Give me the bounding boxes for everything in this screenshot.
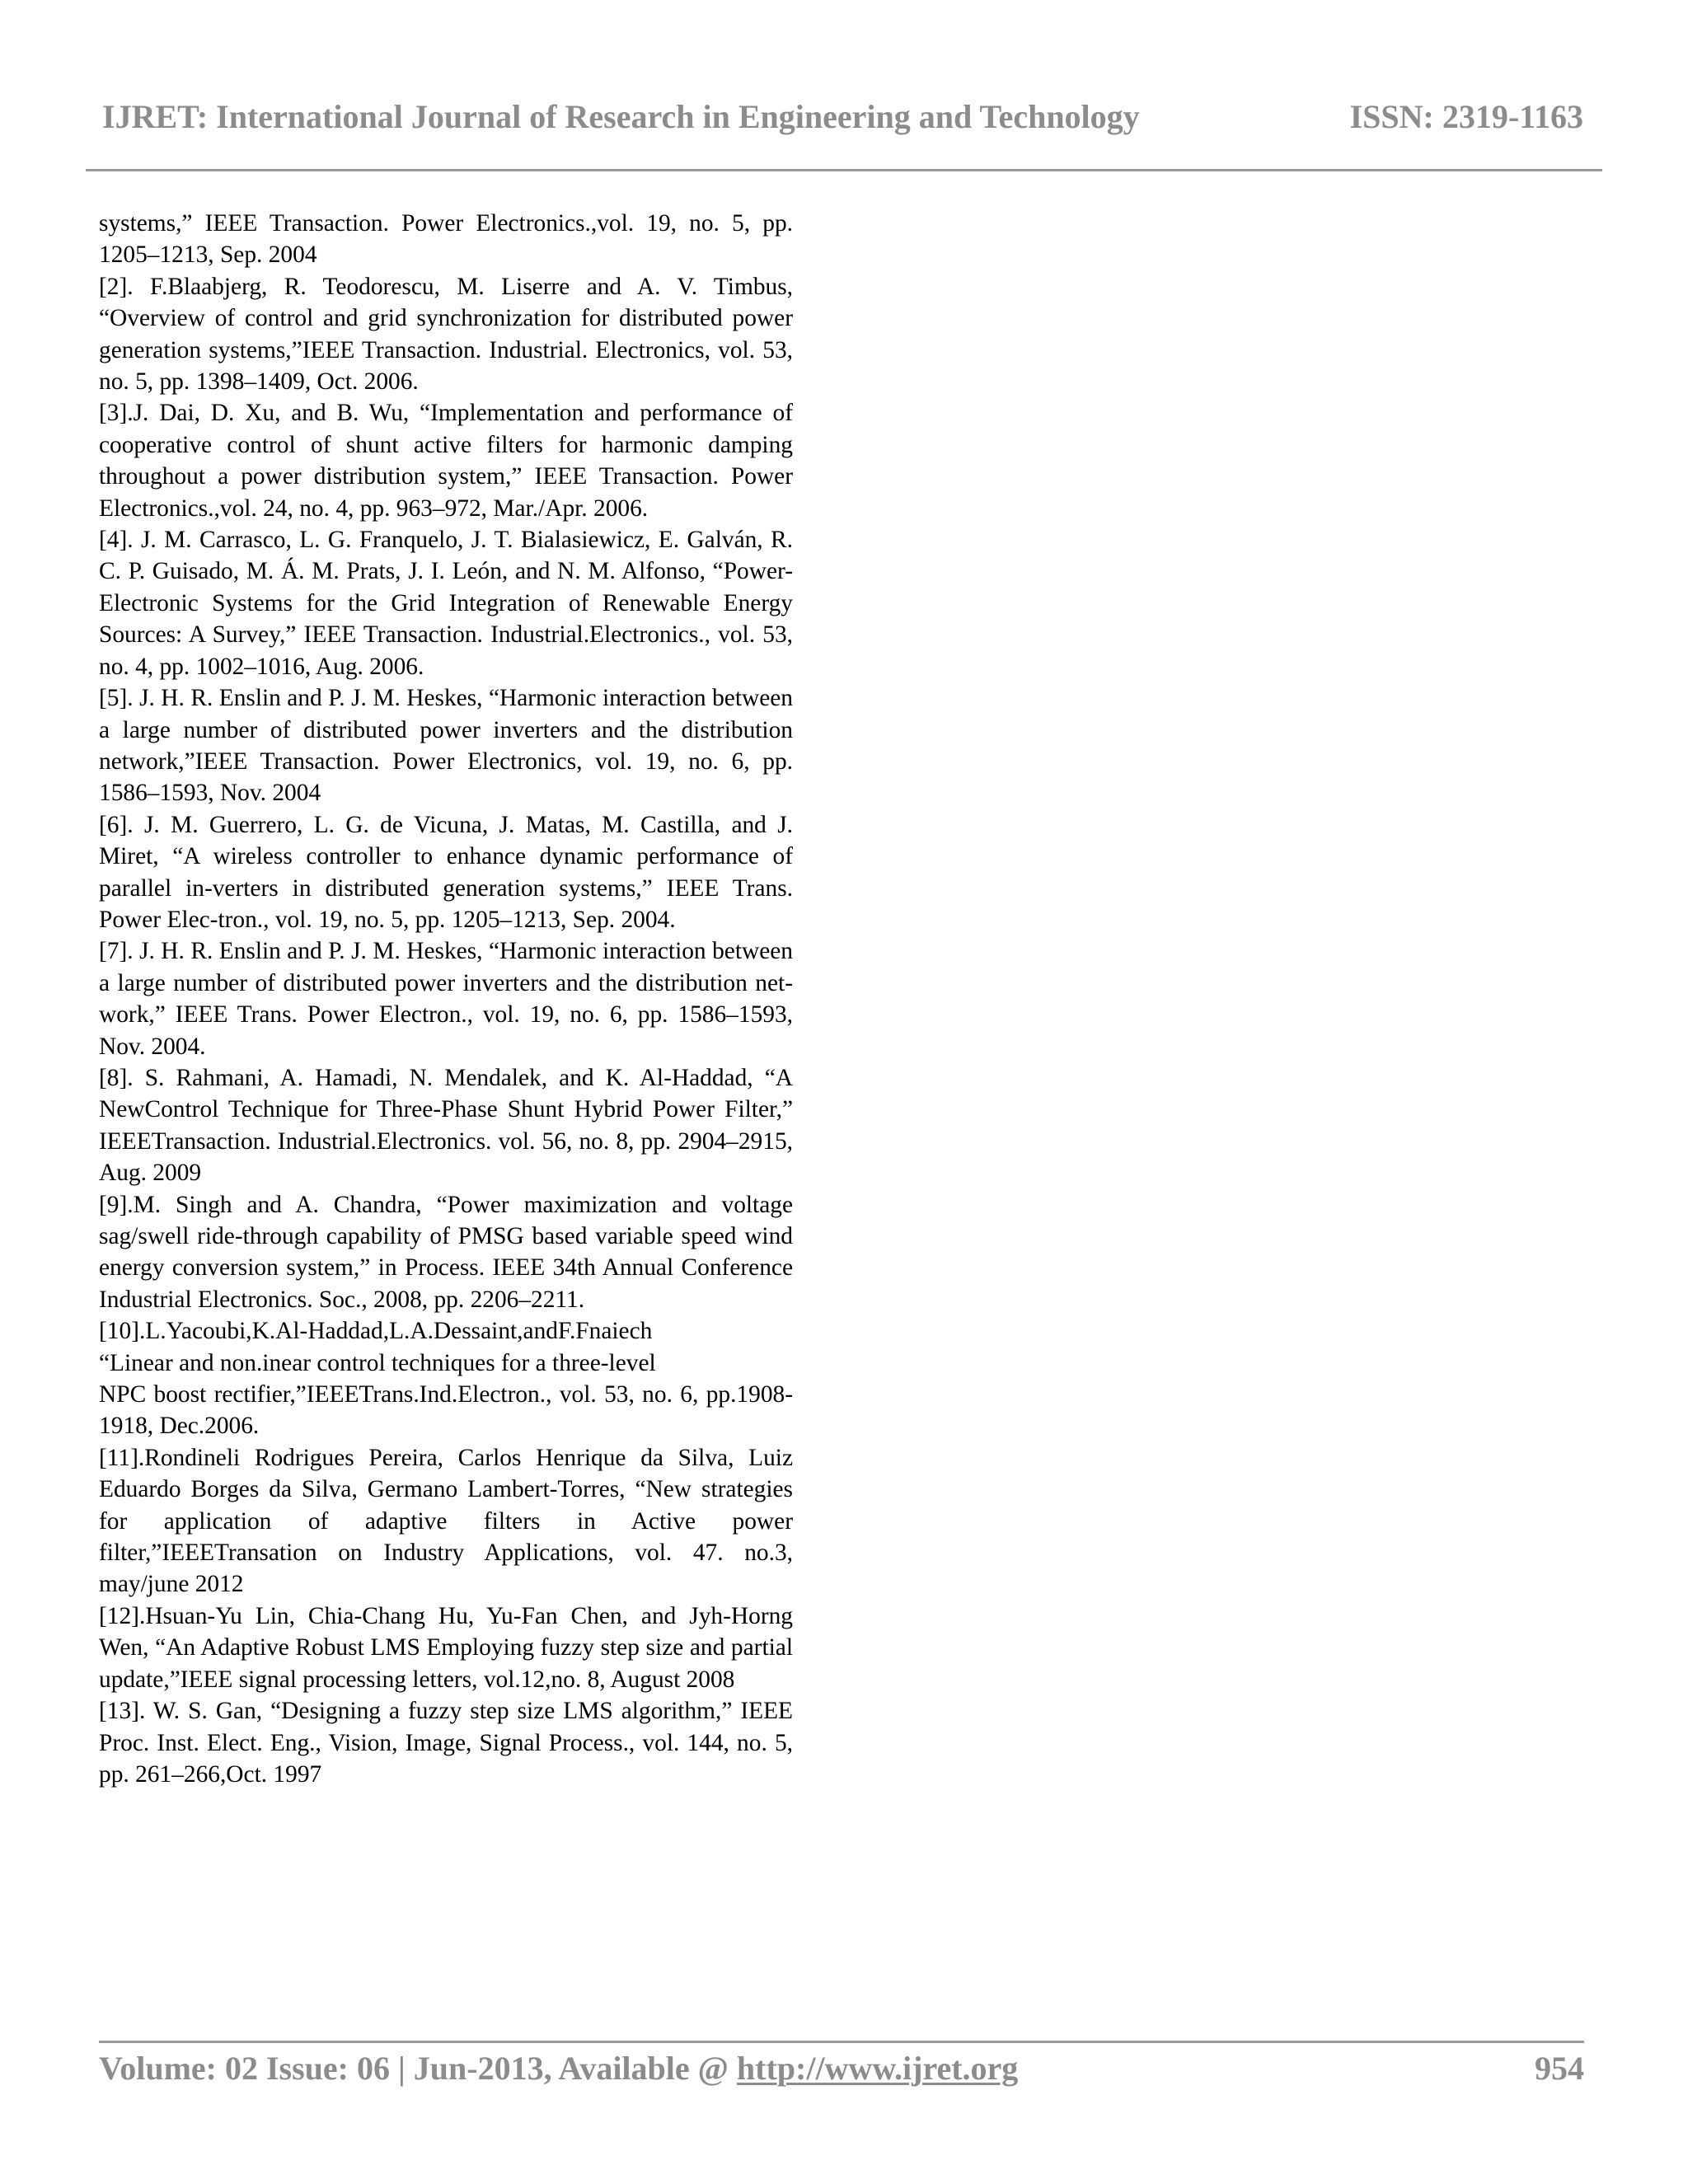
reference-entry-8: [8]. S. Rahmani, A. Hamadi, N. Mendalek, and K. Al-Haddad, “A NewControl Technique for Three-Phase Shunt Hybrid Power Filter,” IEEETransaction. Industrial.Electronics. vol. 56, no. 8, pp. 2904–2915, Aug. 2009 [99, 1064, 793, 1187]
reference-entry-12: [12].Hsuan-Yu Lin, Chia-Chang Hu, Yu-Fan Chen, and Jyh-Horng Wen, “An Adaptive Robust LMS Employing fuzzy step size and partial update,”IEEE signal processing letters, vol.12,no. 8, August 2008 [99, 1602, 793, 1693]
reference-entry-10-line-2: “Linear and non.inear control techniques for a three-level [99, 1349, 656, 1376]
page-header [0, 0, 1688, 171]
reference-entry-5: [5]. J. H. R. Enslin and P. J. M. Heskes, “Harmonic interaction between a large number of distributed power inverters and the distribution network,”IEEE Transaction. Power Electronics, vol. 19, no. 6, pp. 1586–1593, Nov. 2004 [99, 685, 793, 807]
reference-entry-11: [11].Rondineli Rodrigues Pereira, Carlos Henrique da Silva, Luiz Eduardo Borges da Silva, Germano Lambert-Torres, “New strategies for application of adaptive filters in Active power filter,”IEEETransation on Industry Applications, vol. 47. no.3, may/june 2012 [99, 1444, 793, 1598]
reference-entry-4: [4]. J. M. Carrasco, L. G. Franquelo, J. T. Bialasiewicz, E. Galván, R. C. P. Guisado, M. Á. M. Prats, J. I. León, and N. M. Alfonso, “Power- Electronic Systems for the Grid Integration of Renewable Energy Sources: A Survey,” IEEE Transaction. Industrial.Electronics., vol. 53, no. 4, pp. 1002–1016, Aug. 2006. [99, 527, 793, 680]
reference-entry-1-continued: systems,” IEEE Transaction. Power Electronics.,vol. 19, no. 5, pp. 1205–1213, Sep. 2004 [99, 210, 793, 269]
page-number: 954 [1535, 2050, 1584, 2087]
reference-entry-13: [13]. W. S. Gan, “Designing a fuzzy step size LMS algorithm,” IEEE Proc. Inst. Elect. Eng., Vision, Image, Signal Process., vol. 144, no. 5, pp. 261–266,Oct. 1997 [99, 1698, 793, 1788]
reference-entry-6: [6]. J. M. Guerrero, L. G. de Vicuna, J. Matas, M. Castilla, and J. Miret, “A wireless controller to enhance dynamic performance of parallel in-verters in distributed generation systems,” IEEE Trans. Power Elec-tron., vol. 19, no. 5, pp. 1205–1213, Sep. 2004. [99, 811, 793, 933]
journal-issn: ISSN: 2319-1163 [1349, 98, 1583, 135]
reference-entry-9: [9].M. Singh and A. Chandra, “Power maximization and voltage sag/swell ride-through capability of PMSG based variable speed wind energy conversion system,” in Process. IEEE 34th Annual Conference Industrial Electronics. Soc., 2008, pp. 2206–2211. [99, 1191, 793, 1313]
journal-url-link[interactable]: http://www.ijret.org [736, 2050, 1019, 2087]
journal-title: IJRET: International Journal of Research in Engineering and Technology [102, 98, 1140, 135]
reference-entry-3: [3].J. Dai, D. Xu, and B. Wu, “Implementation and performance of cooperative control of shunt active filters for harmonic damping throughout a power distribution system,” IEEE Transaction. Power Electronics.,vol. 24, no. 4, pp. 963–972, Mar./Apr. 2006. [99, 400, 793, 522]
footer-volume-info [99, 2047, 1018, 2090]
footer-volume-text: Volume: 02 Issue: 06 | Jun-2013, Available @ [99, 2050, 737, 2087]
reference-entry-10-line-1: [10].L.Yacoubi,K.Al-Haddad,L.A.Dessaint,andF.Fnaiech [99, 1318, 653, 1345]
footer-divider [99, 2041, 1584, 2043]
reference-entry-2: [2]. F.Blaabjerg, R. Teodorescu, M. Liserre and A. V. Timbus, “Overview of control and grid synchronization for distributed power generation systems,”IEEE Transaction. Industrial. Electronics, vol. 53, no. 5, pp. 1398–1409, Oct. 2006. [99, 273, 793, 396]
reference-entry-10-line-3: NPC boost rectifier,”IEEETrans.Ind.Electron., vol. 53, no. 6, pp.1908-1918, Dec.2006. [99, 1381, 793, 1440]
header-divider [86, 169, 1602, 171]
reference-entry-7: [7]. J. H. R. Enslin and P. J. M. Heskes, “Harmonic interaction between a large number of distributed power inverters and the distribution net-work,” IEEE Trans. Power Electron., vol. 19, no. 6, pp. 1586–1593, Nov. 2004. [99, 938, 793, 1060]
reference-list [99, 208, 793, 1790]
page-footer [99, 2047, 1584, 2097]
